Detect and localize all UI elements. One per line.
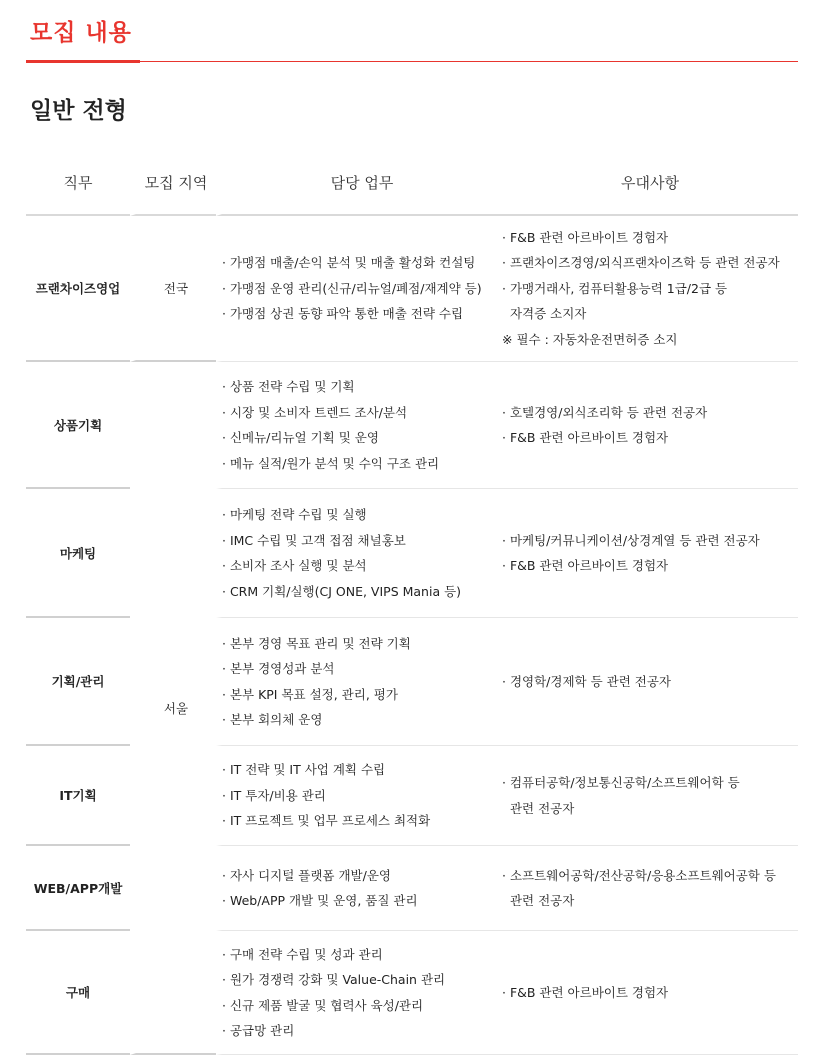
table-row xyxy=(26,216,798,362)
pref-cell xyxy=(502,618,798,746)
duty-item: · 본부 회의체 운영 xyxy=(222,712,323,727)
pref-item: ※ 필수 : 자동차운전면허증 소지 xyxy=(502,331,678,347)
pref-cell xyxy=(502,931,798,1055)
title-underline xyxy=(26,61,798,62)
duty-item: · IT 프로젝트 및 업무 프로세스 최적화 xyxy=(222,813,431,829)
duty-item: · IMC 수립 및 고객 접점 채널홍보 xyxy=(222,532,406,548)
duty-cell xyxy=(216,746,502,846)
pref-item: · 가맹거래사, 컴퓨터활용능력 1급/2급 등 xyxy=(502,280,728,296)
col-header-region: 모집 지역 xyxy=(130,160,216,216)
pref-item: · F&B 관련 아르바이트 경험자 xyxy=(502,984,669,1000)
region-cell: 전국 xyxy=(130,216,216,362)
pref-item: · 경영학/경제학 등 관련 전공자 xyxy=(502,673,671,689)
duty-item: · 소비자 조사 실행 및 분석 xyxy=(222,558,367,573)
pref-cell xyxy=(502,362,798,489)
job-name: IT기획 xyxy=(26,746,130,846)
duty-cell xyxy=(216,362,502,489)
pref-item: 관련 전공자 xyxy=(502,893,575,908)
pref-item: · F&B 관련 아르바이트 경험자 xyxy=(502,558,669,573)
duty-item: · 원가 경쟁력 강화 및 Value-Chain 관리 xyxy=(222,972,446,987)
duty-item: · 가맹점 운영 관리(신규/리뉴얼/폐점/재계약 등) xyxy=(222,280,482,296)
job-name: WEB/APP개발 xyxy=(26,846,130,931)
table-row xyxy=(26,362,798,489)
section-title: 일반 전형 xyxy=(30,98,127,124)
recruit-title: 모집 내용 xyxy=(30,20,132,46)
duty-cell xyxy=(216,216,502,362)
duty-item: · 자사 디지털 플랫폼 개발/운영 xyxy=(222,867,391,883)
duty-item: · 본부 경영성과 분석 xyxy=(222,661,335,676)
job-name: 마케팅 xyxy=(26,489,130,618)
duty-item: · 공급망 관리 xyxy=(222,1023,295,1038)
duty-item: · 메뉴 실적/원가 분석 및 수익 구조 관리 xyxy=(222,455,440,471)
col-header-prefs: 우대사항 xyxy=(502,160,798,216)
pref-cell xyxy=(502,216,798,362)
region-cell: 서울 xyxy=(130,362,216,1055)
job-name: 구매 xyxy=(26,931,130,1055)
job-name: 프랜차이즈영업 xyxy=(26,216,130,362)
pref-item: 관련 전공자 xyxy=(502,800,575,816)
duty-item: · 상품 전략 수립 및 기획 xyxy=(222,379,355,394)
job-name: 상품기획 xyxy=(26,362,130,489)
duty-item: · 가맹점 상권 동향 파악 통한 매출 전략 수립 xyxy=(222,306,464,322)
table-header-row xyxy=(26,160,798,216)
pref-item: · 컴퓨터공학/정보통신공학/소프트웨어학 등 xyxy=(502,775,740,790)
duty-item: · 본부 KPI 목표 설정, 관리, 평가 xyxy=(222,686,398,702)
duty-item: · 신메뉴/리뉴얼 기획 및 운영 xyxy=(222,430,379,445)
duty-item: · IT 전략 및 IT 사업 계획 수립 xyxy=(222,762,386,778)
duty-item: · CRM 기획/실행(CJ ONE, VIPS Mania 등) xyxy=(222,583,462,599)
duty-cell xyxy=(216,931,502,1055)
duty-cell xyxy=(216,618,502,746)
pref-item: · F&B 관련 아르바이트 경험자 xyxy=(502,430,669,445)
pref-item: · 호텔경영/외식조리학 등 관련 전공자 xyxy=(502,404,708,420)
duty-item: · 마케팅 전략 수립 및 실행 xyxy=(222,507,367,522)
duty-item: · 본부 경영 목표 관리 및 전략 기획 xyxy=(222,635,411,651)
duty-cell xyxy=(216,489,502,618)
duty-item: · 가맹점 매출/손익 분석 및 매출 활성화 컨설팅 xyxy=(222,255,476,271)
recruit-table xyxy=(26,160,798,1055)
title-underline-accent xyxy=(26,60,140,63)
duty-cell xyxy=(216,846,502,931)
duty-item: · IT 투자/비용 관리 xyxy=(222,787,326,803)
pref-cell xyxy=(502,846,798,931)
pref-item: · 소프트웨어공학/전산공학/응용소프트웨어공학 등 xyxy=(502,867,776,883)
duty-item: · 구매 전략 수립 및 성과 관리 xyxy=(222,946,383,962)
pref-cell xyxy=(502,489,798,618)
duty-item: · 시장 및 소비자 트렌드 조사/분석 xyxy=(222,404,408,420)
duty-item: · Web/APP 개발 및 운영, 품질 관리 xyxy=(222,893,418,908)
col-header-duties: 담당 업무 xyxy=(216,160,502,216)
recruit-header xyxy=(0,0,818,70)
pref-item: · 마케팅/커뮤니케이션/상경계열 등 관련 전공자 xyxy=(502,532,760,548)
pref-cell xyxy=(502,746,798,846)
pref-item: · 프랜차이즈경영/외식프랜차이즈학 등 관련 전공자 xyxy=(502,255,780,271)
pref-item: · F&B 관련 아르바이트 경험자 xyxy=(502,229,669,245)
duty-item: · 신규 제품 발굴 및 협력사 육성/관리 xyxy=(222,997,424,1013)
col-header-job: 직무 xyxy=(26,160,130,216)
pref-item: 자격증 소지자 xyxy=(502,306,587,322)
job-name: 기획/관리 xyxy=(26,618,130,746)
